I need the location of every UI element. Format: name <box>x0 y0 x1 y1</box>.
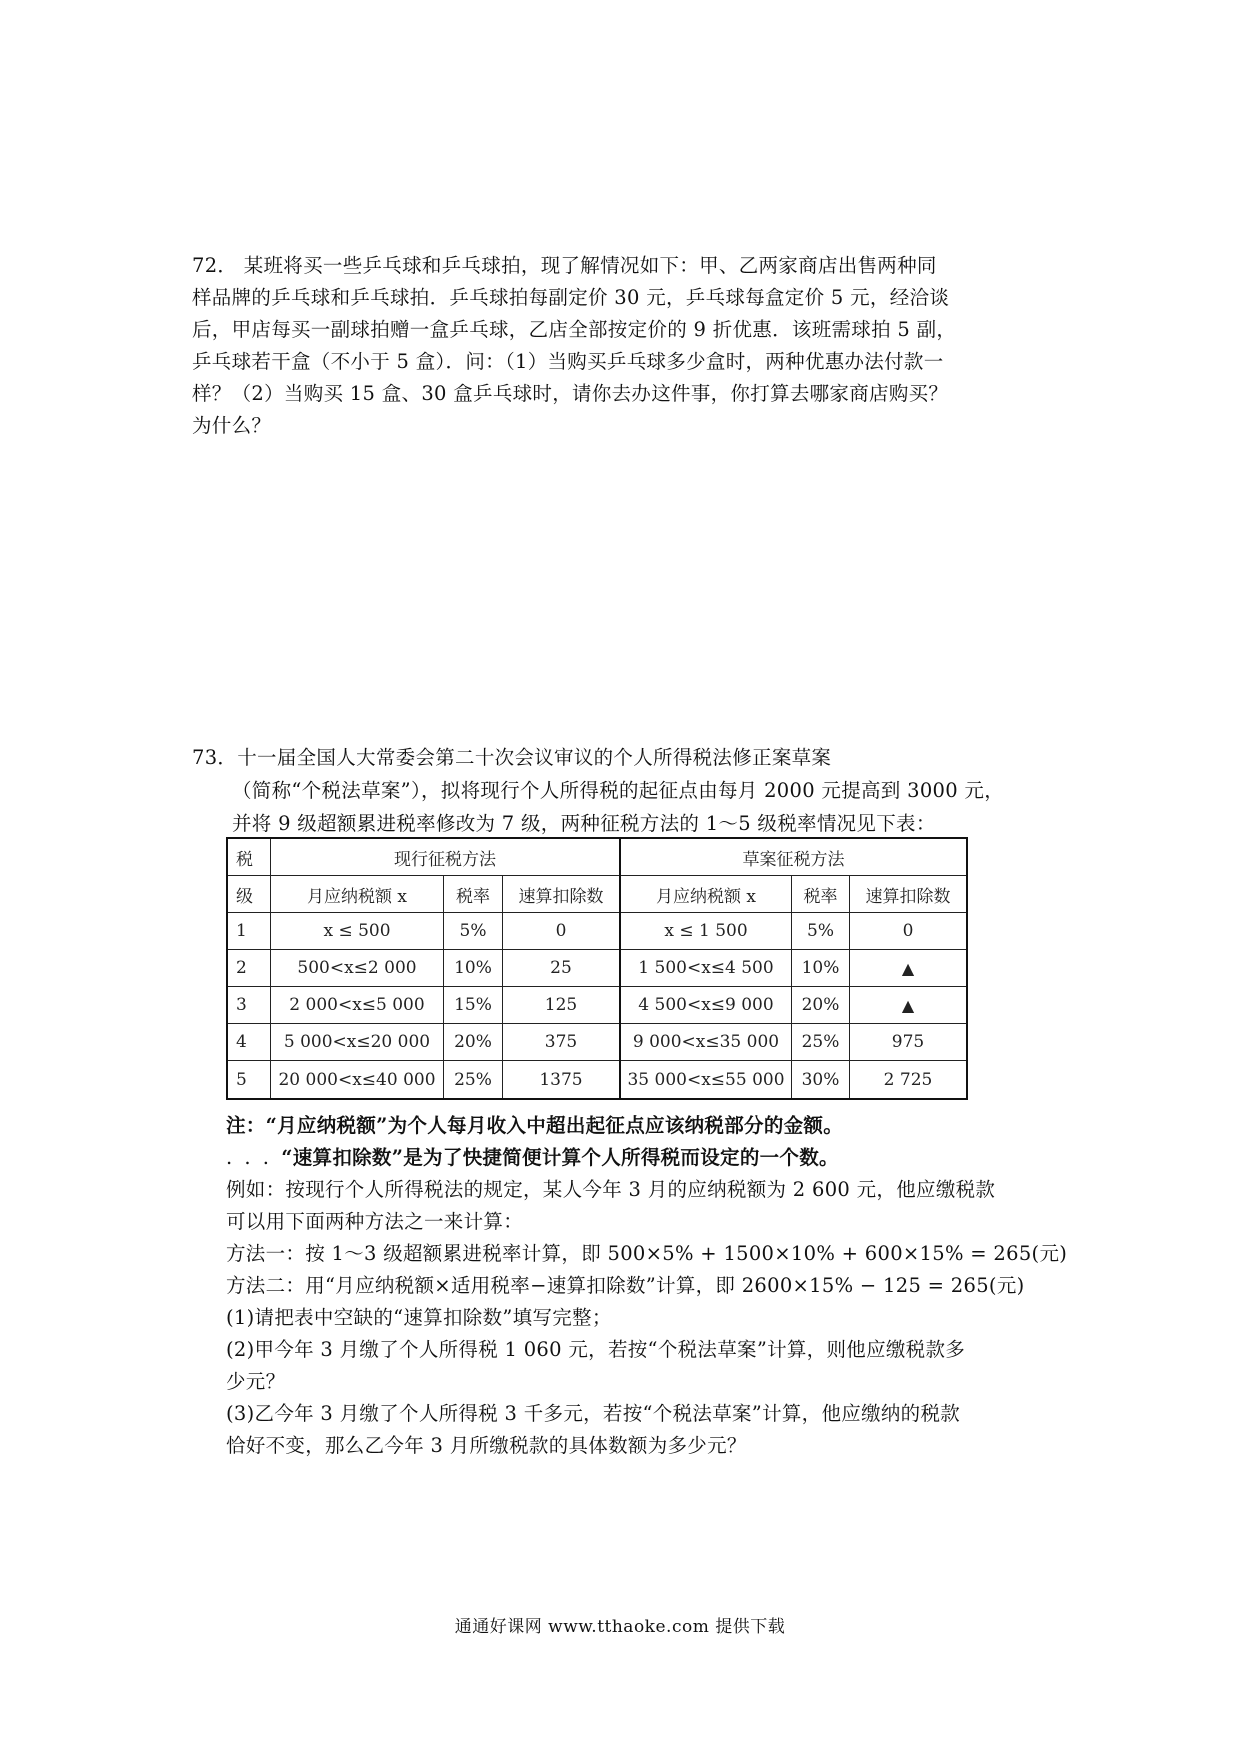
note-quick-deduction <box>226 1142 1106 1174</box>
level-cell: 2 <box>227 950 271 987</box>
table-row <box>227 987 967 1024</box>
draft-rate-cell: 20% <box>792 987 850 1024</box>
level-header-top: 税 <box>227 838 271 876</box>
problem-73-line: 并将 9 级超额累进税率修改为 7 级，两种征税方法的 1～5 级税率情况见下表： <box>232 812 936 835</box>
draft-amount-cell: 4 500<x≤9 000 <box>620 987 792 1024</box>
current-deduction-cell: 1375 <box>503 1061 621 1100</box>
draft-method-header: 草案征税方法 <box>620 838 967 876</box>
current-amount-cell: 20 000<x≤40 000 <box>271 1061 444 1100</box>
draft-rate-header: 税率 <box>792 876 850 913</box>
tax-rate-table <box>226 837 968 1100</box>
footer-credit: 通通好课网 www.tthaoke.com 提供下载 <box>454 1617 786 1637</box>
notes-line: 恰好不变，那么乙今年 3 月所缴税款的具体数额为多少元？ <box>226 1434 747 1457</box>
draft-amount-header: 月应纳税额 x <box>620 876 792 913</box>
problem-73 <box>192 741 1092 840</box>
problem-72-line: 样品牌的乒乓球和乒乓球拍．乒乓球拍每副定价 30 元，乒乓球每盒定价 5 元，经洽谈 <box>192 286 950 309</box>
table-subheader-row <box>227 876 967 913</box>
current-amount-header: 月应纳税额 x <box>271 876 444 913</box>
problem-72-line: 后，甲店每买一副球拍赠一盒乒乓球，乙店全部按定价的 9 折优惠．该班需球拍 5 副， <box>192 318 957 341</box>
problem-72-line: 乒乓球若干盒（不小于 5 盒）．问：（1）当购买乒乓球多少盒时，两种优惠办法付款一 <box>192 350 944 373</box>
current-amount-cell: 2 000<x≤5 000 <box>271 987 444 1024</box>
draft-deduction-blank-triangle-icon: ▲ <box>850 950 968 987</box>
notes-line: 可以用下面两种方法之一来计算： <box>226 1210 524 1233</box>
note-monthly-taxable-amount: 注：“月应纳税额”为个人每月收入中超出起征点应该纳税部分的金额。 <box>226 1114 844 1137</box>
current-deduction-cell: 25 <box>503 950 621 987</box>
draft-deduction-blank-triangle-icon: ▲ <box>850 987 968 1024</box>
current-method-header: 现行征税方法 <box>271 838 621 876</box>
draft-amount-cell: 9 000<x≤35 000 <box>620 1024 792 1061</box>
current-amount-cell: x ≤ 500 <box>271 913 444 950</box>
problem-73-line: 73．十一届全国人大常委会第二十次会议审议的个人所得税法修正案草案 <box>192 746 832 769</box>
draft-deduction-cell: 975 <box>850 1024 968 1061</box>
problem-72 <box>192 250 1072 442</box>
current-rate-cell: 20% <box>444 1024 503 1061</box>
dot-leader: . . . <box>226 1146 282 1169</box>
current-deduction-cell: 375 <box>503 1024 621 1061</box>
table-row <box>227 1024 967 1061</box>
current-rate-cell: 15% <box>444 987 503 1024</box>
note-quick-deduction-text: “速算扣除数”是为了快捷简便计算个人所得税而设定的一个数。 <box>281 1146 839 1169</box>
current-rate-header: 税率 <box>444 876 503 913</box>
level-cell: 4 <box>227 1024 271 1061</box>
problem-72-line: 样？（2）当购买 15 盒、30 盒乒乓球时，请你去办这件事，你打算去哪家商店购买？ <box>192 382 949 405</box>
draft-rate-cell: 30% <box>792 1061 850 1100</box>
table-row <box>227 950 967 987</box>
current-rate-cell: 10% <box>444 950 503 987</box>
current-deduction-cell: 0 <box>503 913 621 950</box>
current-amount-cell: 500<x≤2 000 <box>271 950 444 987</box>
problem-72-line: 为什么？ <box>192 414 272 437</box>
notes-line: 方法一：按 1～3 级超额累进税率计算，即 500×5% + 1500×10% + 600×15% = 265(元) <box>226 1242 1068 1265</box>
draft-amount-cell: x ≤ 1 500 <box>620 913 792 950</box>
current-deduction-header: 速算扣除数 <box>503 876 621 913</box>
current-deduction-cell: 125 <box>503 987 621 1024</box>
draft-amount-cell: 1 500<x≤4 500 <box>620 950 792 987</box>
current-amount-cell: 5 000<x≤20 000 <box>271 1024 444 1061</box>
draft-rate-cell: 5% <box>792 913 850 950</box>
current-rate-cell: 25% <box>444 1061 503 1100</box>
table-header-row <box>227 838 967 876</box>
draft-deduction-cell: 0 <box>850 913 968 950</box>
draft-rate-cell: 25% <box>792 1024 850 1061</box>
problem-72-line: 72． 某班将买一些乒乓球和乒乓球拍，现了解情况如下：甲、乙两家商店出售两种同 <box>192 254 937 277</box>
level-cell: 1 <box>227 913 271 950</box>
draft-deduction-cell: 2 725 <box>850 1061 968 1100</box>
notes-line: (1)请把表中空缺的“速算扣除数”填写完整； <box>226 1306 612 1329</box>
level-cell: 3 <box>227 987 271 1024</box>
notes-line: 例如：按现行个人所得税法的规定，某人今年 3 月的应纳税额为 2 600 元，他应缴税款 <box>226 1178 996 1201</box>
notes-line: 方法二：用“月应纳税额×适用税率−速算扣除数”计算，即 2600×15% − 125 = 265(元) <box>226 1274 1025 1297</box>
notes-line: (2)甲今年 3 月缴了个人所得税 1 060 元，若按“个税法草案”计算，则他应缴税款多 <box>226 1338 966 1361</box>
notes-line: 少元？ <box>226 1370 286 1393</box>
level-cell: 5 <box>227 1061 271 1100</box>
problem-73-line: （简称“个税法草案”），拟将现行个人所得税的起征点由每月 2000 元提高到 3000 元， <box>232 779 1005 802</box>
draft-deduction-header: 速算扣除数 <box>850 876 968 913</box>
notes-line: (3)乙今年 3 月缴了个人所得税 3 千多元，若按“个税法草案”计算，他应缴纳的税款 <box>226 1402 961 1425</box>
problem-73-notes <box>226 1110 1106 1462</box>
table-row <box>227 913 967 950</box>
draft-amount-cell: 35 000<x≤55 000 <box>620 1061 792 1100</box>
draft-rate-cell: 10% <box>792 950 850 987</box>
current-rate-cell: 5% <box>444 913 503 950</box>
level-header-bottom: 级 <box>227 876 271 913</box>
table-row <box>227 1061 967 1100</box>
